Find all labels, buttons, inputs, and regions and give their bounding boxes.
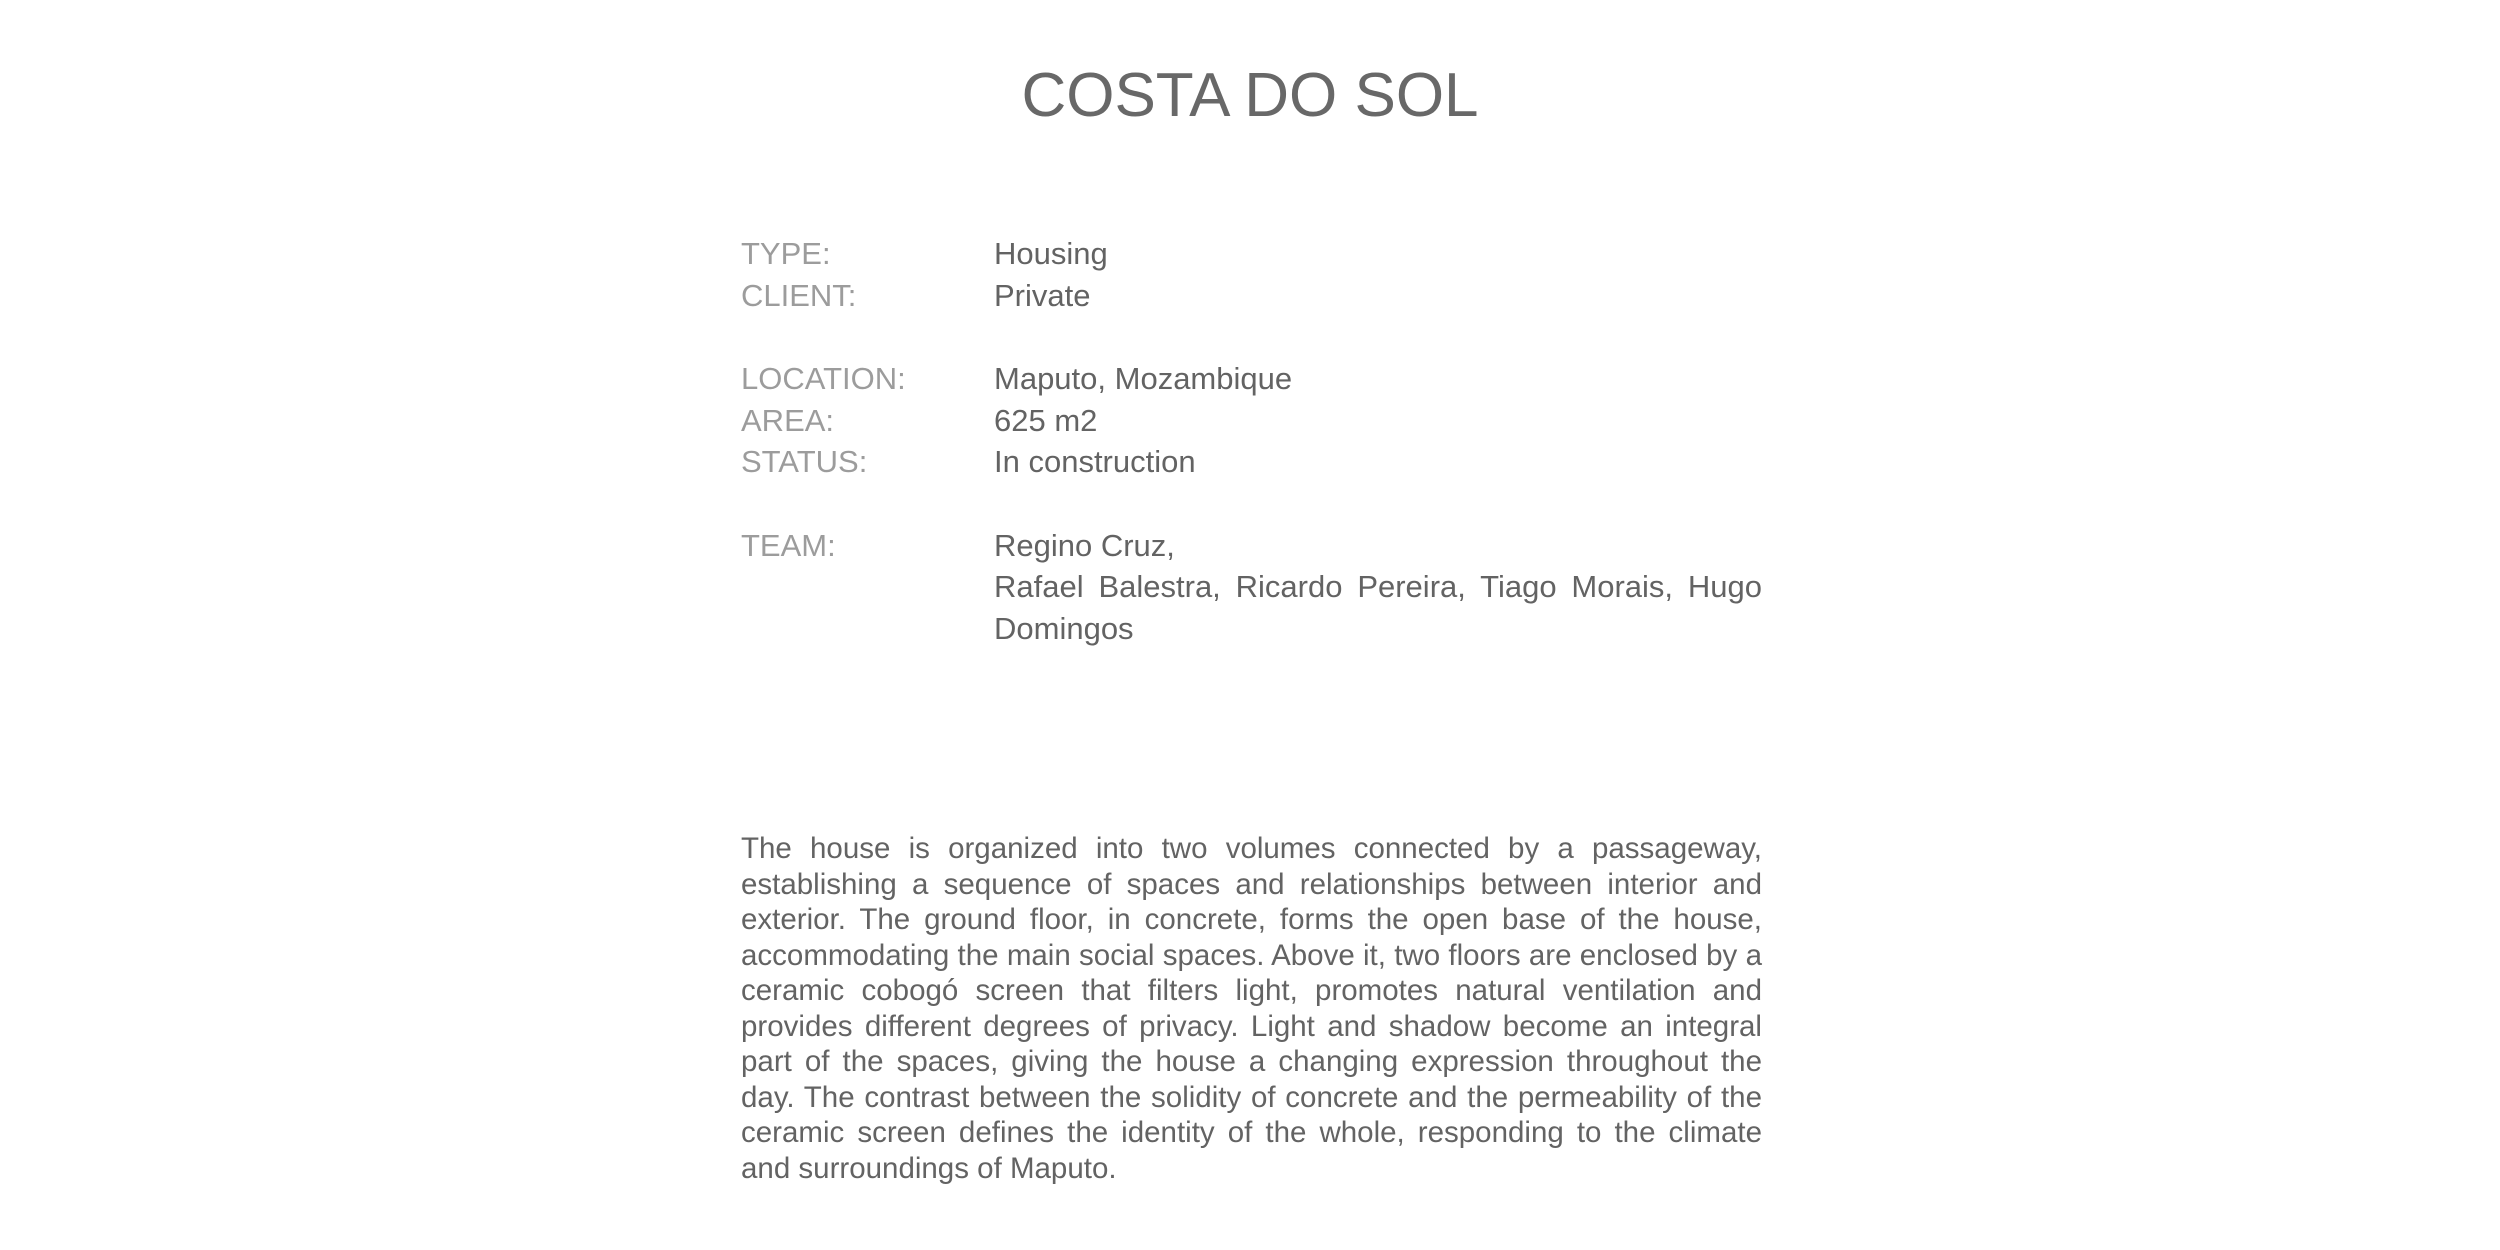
detail-value-client: Private <box>994 277 1091 313</box>
detail-label-area: AREA: <box>741 402 835 438</box>
detail-label-type: TYPE: <box>741 236 831 271</box>
team-lead: Regino Cruz, <box>994 527 1175 563</box>
detail-row-client <box>741 275 1762 317</box>
detail-label-location: LOCATION: <box>741 361 906 396</box>
project-description: The house is organized into two volumes connected by a passageway, establishing a sequence of spaces and relationships between interior and exterior. The ground floor, in concrete, forms the open base of the house, accommodating the main social spaces. Above it, two floors are enclosed by a ceramic cobogó screen that filters light, promotes natural ventilation and provides different degrees of privacy. Light and shadow become an integral part of the spaces, giving the house a changing expression throughout the day. The contrast between the solidity of concrete and the permeability of the ceramic screen defines the identity of the whole, responding to the climate and surroundings of Maputo. <box>741 832 1762 1185</box>
details-group-team <box>741 525 1762 650</box>
detail-label-status: STATUS: <box>741 444 868 479</box>
details-group-site <box>741 358 1762 483</box>
detail-value-status: In construction <box>994 444 1196 479</box>
details-group-program <box>741 233 1762 316</box>
detail-row-status <box>741 441 1762 483</box>
project-title: COSTA DO SOL <box>1021 61 1479 130</box>
detail-value-area: 625 m2 <box>994 402 1098 438</box>
detail-label-client: CLIENT: <box>741 277 857 313</box>
detail-value-team <box>994 525 1762 650</box>
project-details <box>741 233 1762 691</box>
detail-label-team: TEAM: <box>741 527 836 563</box>
detail-value-type: Housing <box>994 236 1108 271</box>
detail-row-location <box>741 358 1762 400</box>
detail-row-team <box>741 525 1762 650</box>
detail-row-area <box>741 400 1762 442</box>
team-members: Rafael Balestra, Ricardo Pereira, Tiago Morais, Hugo Domingos <box>994 569 1762 646</box>
detail-row-type <box>741 233 1762 275</box>
detail-value-location: Maputo, Mozambique <box>994 361 1293 396</box>
